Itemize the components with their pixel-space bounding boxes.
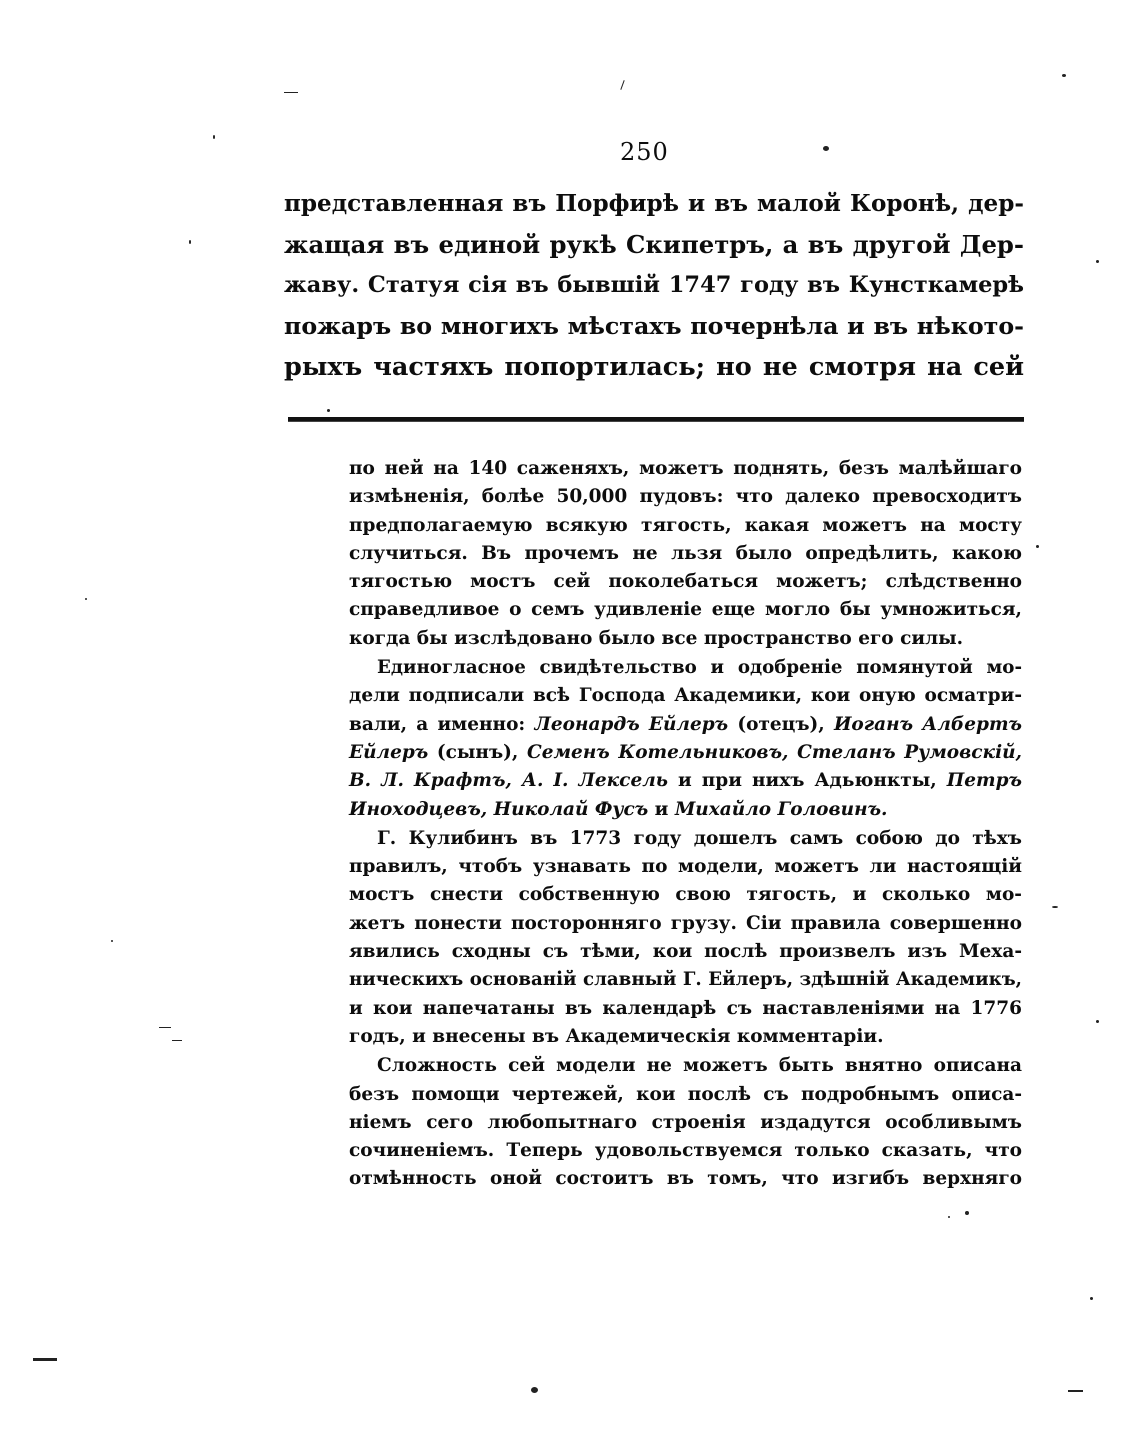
footnote-line: годъ, и внесены въ Академическія комментаріи. xyxy=(349,1025,884,1047)
footnote-divider xyxy=(288,417,1024,422)
scan-mark xyxy=(172,1040,182,1041)
footnote-line xyxy=(349,739,1022,767)
footnote-line: предполагаемую всякую тягость, какая можетъ на мосту xyxy=(349,514,1022,536)
footnote-line: мостъ снести собственную свою тягость, и сколько мо- xyxy=(349,884,1022,906)
footnote-text: и xyxy=(648,798,675,820)
scan-speck xyxy=(189,240,191,244)
footnote-line: справедливое о семъ удивленіе еще могло бы умножиться, xyxy=(349,599,1022,621)
scan-speck xyxy=(1090,1297,1093,1300)
scan-speck xyxy=(85,598,87,600)
footnote-line: отмѣнность оной состоитъ въ томъ, что изгибъ верхняго xyxy=(349,1168,1022,1190)
footnote-line xyxy=(349,767,1022,795)
main-text-line: жащая въ единой рукѣ Скипетръ, а въ другой Дер- xyxy=(284,229,1024,259)
scan-speck xyxy=(213,135,215,139)
footnote-line: сочиненіемъ. Теперь удовольствуемся только сказать, что xyxy=(349,1140,1022,1162)
scan-speck xyxy=(1036,545,1039,548)
name-lexell: А. І. Лексель xyxy=(521,770,668,792)
name-inokhodtsev-fuss: Иноходцевъ, Николай Фусъ xyxy=(349,798,649,820)
footnote-paragraph-1 xyxy=(349,455,1022,653)
main-text-line: пожаръ во многихъ мѣстахъ почернѣла и въ нѣкото- xyxy=(284,312,1024,341)
name-golovin: Михайло Головинъ. xyxy=(674,798,888,820)
footnote-line: Единогласное свидѣтельство и одобреніе помянутой мо- xyxy=(377,657,1022,679)
footnote-line: явились сходны съ тѣми, кои послѣ произвелъ изъ Меха- xyxy=(349,941,1022,963)
footnote-paragraph-4 xyxy=(349,1052,1022,1193)
scan-speck xyxy=(111,940,113,942)
footnote-line: по ней на 140 саженяхъ, можетъ поднять, безъ малѣйшаго xyxy=(349,458,1022,479)
scan-speck xyxy=(1052,906,1058,908)
main-text-line: жаву. Статуя сія въ бывшій 1747 году въ Кунсткамерѣ xyxy=(284,272,1024,299)
footnote-line: безъ помощи чертежей, кои послѣ съ подробнымъ описа- xyxy=(349,1083,1022,1105)
scan-speck xyxy=(948,1216,950,1218)
scan-speck xyxy=(1062,74,1066,77)
footnote-paragraph-2 xyxy=(349,654,1022,824)
scan-speck xyxy=(1096,1020,1099,1023)
scan-mark xyxy=(33,1358,57,1361)
footnote-line: ніемъ сего любопытнаго строенія издадутся особливымъ xyxy=(349,1111,1022,1133)
footnote-line: случиться. Въ прочемъ не льзя было опредѣлить, какою xyxy=(349,542,1022,564)
scan-speck xyxy=(1096,260,1099,263)
scan-speck xyxy=(327,409,330,412)
footnote-line xyxy=(349,711,1022,739)
footnote xyxy=(349,455,1022,1194)
scan-mark xyxy=(159,1027,171,1028)
footnote-text: (отецъ), xyxy=(728,713,834,735)
scan-mark xyxy=(284,92,298,93)
footnote-text: и при нихъ Адьюнкты, xyxy=(667,770,947,792)
footnote-text: вали, а именно: xyxy=(349,713,535,735)
footnote-line: Г. Кулибинъ въ 1773 году дошелъ самъ собою до тѣхъ xyxy=(377,827,1022,849)
footnote-line: когда бы изслѣдовано было все пространство его силы. xyxy=(349,627,964,649)
scan-speck xyxy=(823,146,829,151)
footnote-line: Сложность сей модели не можетъ быть внятно описана xyxy=(377,1055,1022,1077)
main-text-line: рыхъ частяхъ попортилась; но не смотря на сей xyxy=(284,351,1024,382)
footnote-line: измѣненія, болѣе 50,000 пудовъ: что далеко превосходитъ xyxy=(349,486,1022,508)
footnote-paragraph-3 xyxy=(349,825,1022,1051)
scan-speck xyxy=(965,1211,969,1215)
page-number: 250 xyxy=(620,138,669,166)
footnote-line: ническихъ основаній славный Г. Ейлеръ, здѣшній Академикъ, xyxy=(349,969,1022,991)
name-kraft: В. Л. Крафтъ, xyxy=(349,770,512,792)
name-johann-albert: Иоганъ Албертъ xyxy=(833,713,1022,735)
footnote-line: тягостью мостъ сей поколебаться можетъ; слѣдственно xyxy=(349,571,1022,593)
name-kotelnikov: Семенъ Котельниковъ, xyxy=(526,741,789,763)
footnote-text: (сынъ), xyxy=(428,741,527,763)
footnote-line: и кои напечатаны въ календарѣ съ наставленіями на 1776 xyxy=(349,997,1022,1019)
main-text xyxy=(284,184,1024,387)
scan-mark xyxy=(1068,1390,1083,1392)
footnote-line: дели подписали всѣ Господа Академики, кои оную осматри- xyxy=(349,685,1022,707)
scan-speck xyxy=(531,1387,538,1393)
name-rumovsky: Стеланъ Румовскій, xyxy=(797,741,1022,763)
name-petr: Петръ xyxy=(946,770,1022,792)
footnote-line: жетъ понести посторонняго грузу. Сіи правила совершенно xyxy=(349,912,1022,934)
name-euler-son: Ейлеръ xyxy=(349,741,429,763)
footnote-line: правилъ, чтобъ узнавать по модели, можетъ ли настоящій xyxy=(349,856,1022,878)
scan-mark xyxy=(620,80,624,90)
main-text-line: представленная въ Порфирѣ и въ малой Коронѣ, дер- xyxy=(284,190,1024,217)
footnote-line xyxy=(349,796,1022,824)
name-euler-father: Леонардъ Ейлеръ xyxy=(534,713,729,735)
